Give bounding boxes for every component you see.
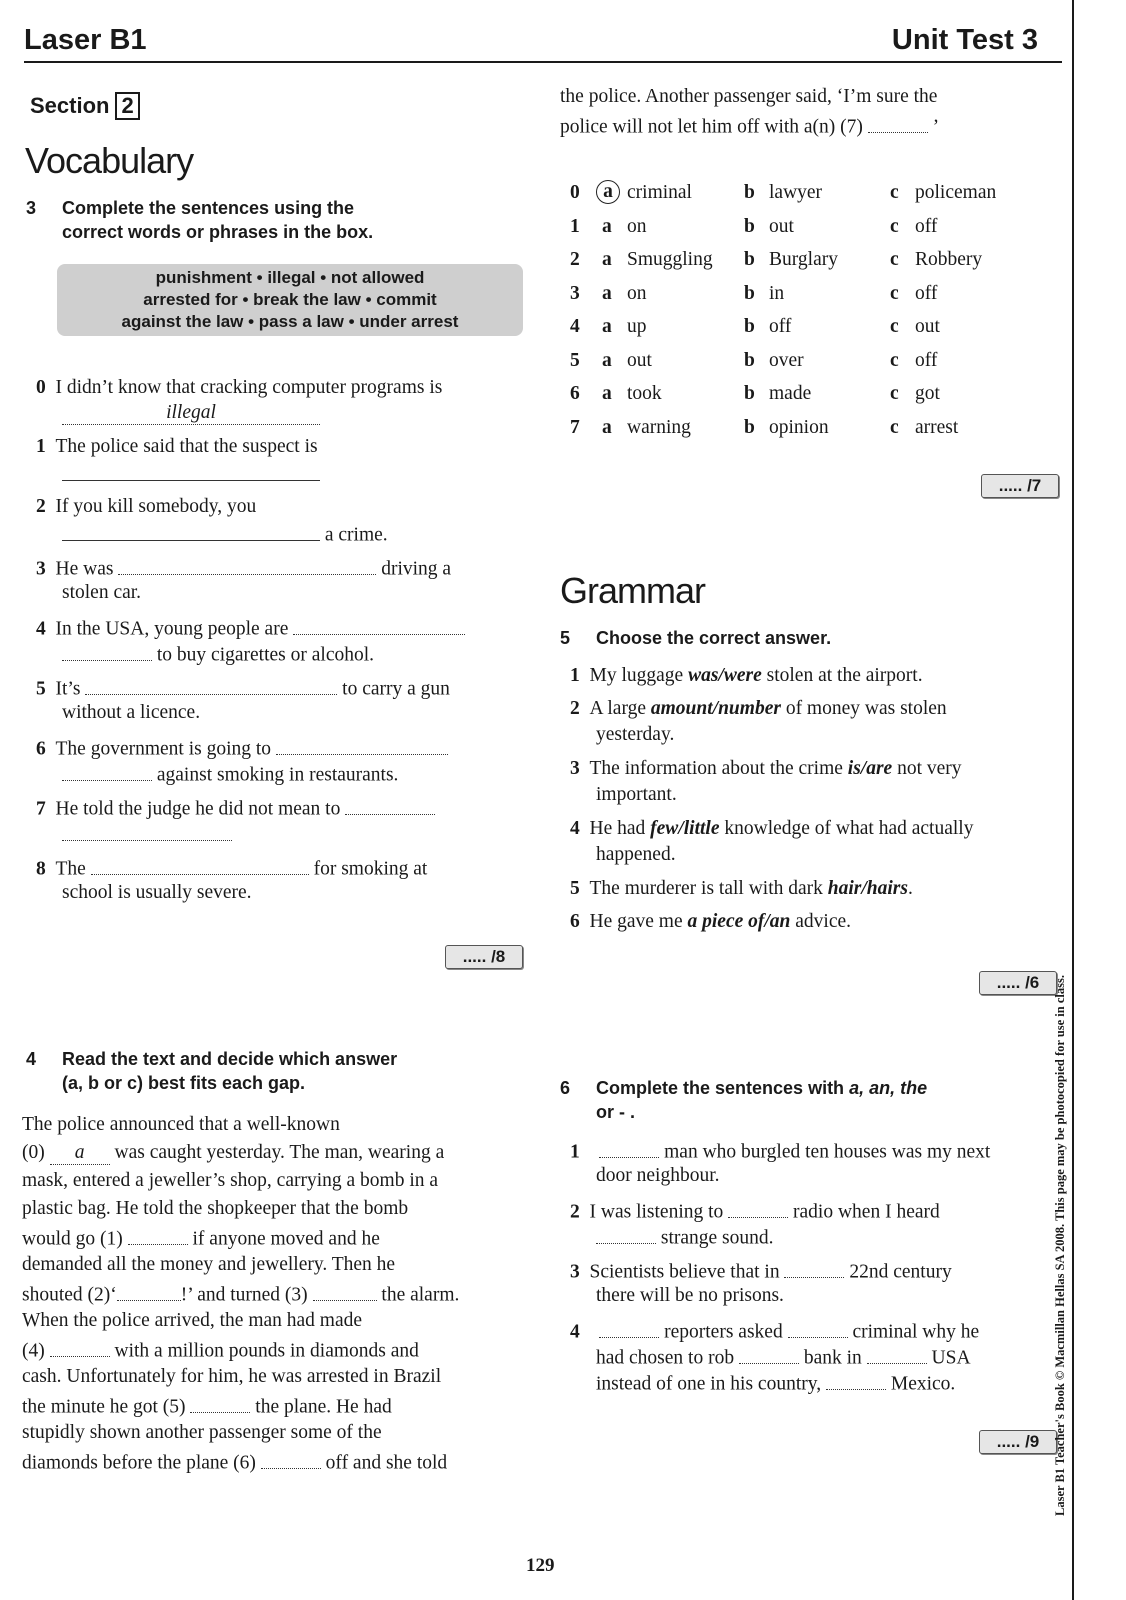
word-box-line: arrested for • break the law • commit [143, 290, 437, 309]
option-c[interactable]: off [915, 282, 938, 304]
option-a[interactable]: out [627, 349, 652, 371]
exercise-4-instruction [26, 1047, 526, 1097]
option-row [570, 314, 1050, 342]
item-number: 3 [570, 758, 580, 779]
item-number: 0 [36, 377, 46, 398]
option-b[interactable]: Burglary [769, 249, 838, 270]
ex3-item-4-line2 [62, 640, 374, 669]
option-c[interactable]: out [915, 316, 940, 337]
item-text: against smoking in restaurants. [156, 764, 399, 786]
passage-line [22, 1224, 380, 1253]
item-text: My luggage [589, 665, 684, 686]
passage-text: the alarm. [381, 1284, 460, 1306]
ex5-item-3-line2: important. [596, 784, 677, 805]
margin-rule [1072, 0, 1074, 1600]
ex5-item-2 [570, 696, 947, 722]
answer-blank[interactable] [826, 1369, 886, 1390]
option-letter-a[interactable]: a [602, 215, 612, 237]
ex3-item-5-line2 [62, 700, 200, 726]
option-row [570, 381, 1050, 409]
ex3-item-2 [36, 494, 256, 520]
option-b[interactable]: out [769, 215, 794, 237]
option-c[interactable]: off [915, 215, 938, 237]
option-number: 4 [570, 316, 580, 337]
option-letter-c[interactable]: c [890, 282, 899, 304]
ex3-item-3-line2 [62, 580, 141, 606]
ex6-item-2-line2 [596, 1223, 774, 1252]
passage-line [22, 1140, 444, 1166]
option-c[interactable]: got [915, 383, 940, 404]
item-text: to carry a gun [342, 678, 450, 700]
item-number: 6 [36, 738, 46, 760]
option-letter-c[interactable]: c [890, 349, 899, 371]
ex6-item-1-line2: door neighbour. [596, 1165, 720, 1186]
option-letter-b[interactable]: b [744, 249, 755, 270]
item-text: In the USA, young people are [55, 618, 289, 640]
instruction-text: Complete the sentences with [596, 1078, 845, 1098]
item-text: knowledge of what had actually [724, 818, 974, 839]
passage-text: the minute he got (5) [22, 1396, 186, 1418]
answer-blank[interactable]: illegal [62, 402, 320, 425]
option-row [570, 247, 1050, 275]
passage-line: the police. Another passenger said, ‘I’m sure the [560, 86, 938, 107]
passage-line [22, 1392, 392, 1421]
answer-blank[interactable] [85, 674, 337, 695]
instruction-italic: a, an, the [849, 1078, 928, 1098]
option-b[interactable]: off [769, 316, 792, 337]
option-a[interactable]: up [627, 316, 647, 337]
passage-line: When the police arrived, the man had made [22, 1310, 363, 1331]
choice-option[interactable]: was/were [688, 665, 762, 686]
answer-blank[interactable] [739, 1343, 799, 1364]
ex3-item-7-line2 [62, 820, 232, 849]
item-text: Scientists believe that in [589, 1261, 780, 1283]
instruction-line [596, 1076, 927, 1100]
item-text: driving a [381, 558, 452, 580]
unit-title: Unit Test 3 [891, 24, 1038, 56]
passage-line [22, 1336, 419, 1365]
ex3-item-1-answer-line [62, 460, 320, 489]
option-letter-c[interactable]: c [890, 316, 899, 337]
option-letter-b[interactable]: b [744, 416, 755, 438]
item-text: to buy cigarettes or alcohol. [156, 644, 375, 666]
option-number: 3 [570, 282, 580, 304]
option-letter-c[interactable]: c [890, 215, 899, 237]
option-c[interactable]: Robbery [915, 249, 983, 270]
ex5-item-4-line2: happened. [596, 844, 676, 865]
ex3-item-8-line2 [62, 880, 252, 906]
item-text: advice. [795, 911, 852, 932]
answer-blank[interactable] [62, 460, 320, 481]
exercise-number: 4 [26, 1049, 37, 1069]
instruction-line: (a, b or c) best fits each gap. [62, 1073, 306, 1093]
item-text: He told the judge he did not mean to [55, 798, 341, 820]
answer-blank[interactable] [596, 1223, 656, 1244]
option-b[interactable]: lawyer [769, 182, 823, 203]
item-text: without a licence. [62, 702, 201, 723]
item-text: of money was stolen [785, 698, 947, 719]
choice-option[interactable]: few/little [650, 818, 720, 839]
answer-blank[interactable] [867, 1343, 927, 1364]
option-letter-b[interactable]: b [744, 215, 755, 237]
ex5-item-6 [570, 909, 851, 935]
gap-blank[interactable] [50, 1336, 110, 1357]
item-number: 1 [570, 1141, 580, 1163]
answer-blank[interactable] [599, 1317, 659, 1338]
ex3-item-6-line2 [62, 760, 398, 789]
option-a[interactable]: on [627, 215, 647, 237]
item-text: The police said that the suspect is [55, 436, 318, 457]
ex3-item-1 [36, 434, 318, 460]
option-letter-c[interactable]: c [890, 249, 899, 270]
item-text: criminal why he [852, 1321, 980, 1343]
answer-blank[interactable] [788, 1317, 848, 1338]
ex5-score-box: ..... /6 [979, 971, 1057, 995]
section-number-box: 2 [115, 92, 139, 120]
passage-text: (4) [22, 1340, 45, 1362]
page-number: 129 [526, 1555, 555, 1576]
option-letter-a[interactable]: a [602, 349, 612, 371]
option-letter-a[interactable]: a [602, 416, 612, 438]
item-number: 4 [570, 818, 580, 839]
option-letter-b[interactable]: b [744, 383, 755, 404]
option-row [570, 415, 1050, 443]
option-letter-b[interactable]: b [744, 182, 755, 203]
item-text: 22nd century [849, 1261, 952, 1283]
gap-blank[interactable] [117, 1280, 181, 1301]
option-b[interactable]: over [769, 349, 804, 371]
passage-text: off and she told [325, 1452, 448, 1474]
item-text: strange sound. [660, 1227, 774, 1249]
item-number: 1 [36, 436, 46, 457]
answer-blank[interactable] [118, 554, 376, 575]
item-number: 4 [570, 1321, 580, 1343]
passage-line: cash. Unfortunately for him, he was arrested in Brazil [22, 1366, 442, 1387]
option-b[interactable]: in [769, 282, 785, 304]
ex5-item-3 [570, 756, 962, 782]
exercise-6-instruction [560, 1076, 1040, 1126]
answer-blank[interactable] [62, 820, 232, 841]
option-a[interactable]: took [627, 383, 662, 404]
ex3-item-6 [36, 734, 448, 763]
item-number: 8 [36, 858, 46, 880]
answer-blank[interactable] [293, 614, 465, 635]
item-number: 3 [36, 558, 46, 580]
ex3-item-3 [36, 554, 451, 583]
ex6-item-4-line3 [596, 1369, 955, 1398]
item-text: man who burgled ten houses was my next [664, 1141, 991, 1163]
ex4-score-box: ..... /7 [981, 474, 1059, 498]
answer-blank[interactable] [728, 1197, 788, 1218]
option-letter-c[interactable]: c [890, 416, 899, 438]
item-text: stolen car. [62, 582, 142, 603]
section-label [30, 92, 140, 120]
option-a[interactable]: on [627, 282, 647, 304]
option-a[interactable]: Smuggling [627, 249, 713, 270]
item-text: a crime. [324, 524, 388, 546]
gap-blank[interactable] [313, 1280, 377, 1301]
item-text: Mexico. [890, 1373, 956, 1395]
passage-text: was caught yesterday. The man, wearing a [114, 1142, 445, 1163]
ex6-item-2 [570, 1197, 940, 1226]
header-rule [24, 61, 1062, 63]
answer-blank[interactable] [276, 734, 448, 755]
ex5-item-4 [570, 816, 973, 842]
book-title: Laser B1 [24, 24, 147, 56]
ex5-item-1 [570, 663, 923, 689]
exercise-number: 6 [560, 1078, 571, 1098]
option-row [570, 214, 1050, 242]
exercise-number: 3 [26, 198, 37, 218]
answer-blank[interactable] [345, 794, 435, 815]
answer-blank[interactable] [62, 520, 320, 541]
passage-line: demanded all the money and jewellery. Then he [22, 1254, 396, 1275]
option-letter-b[interactable]: b [744, 349, 755, 371]
ex5-item-5 [570, 876, 913, 902]
item-number: 7 [36, 798, 46, 820]
item-text: He was [55, 558, 114, 580]
item-text: I didn’t know that cracking computer programs is [55, 377, 443, 398]
exercise-5-instruction [560, 626, 1040, 652]
item-number: 5 [570, 878, 580, 899]
instruction-line: correct words or phrases in the box. [62, 222, 374, 242]
answer-blank[interactable] [62, 640, 152, 661]
passage-text: shouted (2)‘ [22, 1284, 117, 1306]
option-letter-b[interactable]: b [744, 282, 755, 304]
item-number: 4 [36, 618, 46, 640]
passage-text: with a million pounds in diamonds and [114, 1340, 419, 1362]
choice-option[interactable]: amount/number [650, 698, 781, 719]
option-letter-a[interactable]: a [602, 282, 612, 304]
passage-line [22, 1448, 447, 1477]
item-text: He had [589, 818, 646, 839]
ex3-item-7 [36, 794, 435, 823]
gap-blank[interactable] [190, 1392, 250, 1413]
option-c[interactable]: policeman [915, 182, 997, 203]
option-row [570, 348, 1050, 376]
option-c[interactable]: arrest [915, 416, 959, 438]
option-letter-a[interactable]: a [602, 383, 612, 404]
item-number: 3 [570, 1261, 580, 1283]
gap-blank[interactable] [261, 1448, 321, 1469]
item-text: A large [589, 698, 647, 719]
passage-line: police will not let him off with a(n) (7) ’ [560, 112, 939, 141]
ex6-item-4-line2 [596, 1343, 971, 1372]
instruction-line: Choose the correct answer. [596, 628, 832, 648]
item-text: I was listening to [589, 1201, 724, 1223]
passage-text: diamonds before the plane (6) [22, 1452, 256, 1474]
item-number: 2 [570, 698, 580, 719]
answer-blank[interactable] [599, 1137, 659, 1158]
option-letter-c[interactable]: c [890, 383, 899, 404]
passage-line: stupidly shown another passenger some of the [22, 1422, 382, 1443]
word-box-line: punishment • illegal • not allowed [155, 268, 425, 287]
ex5-item-2-line2: yesterday. [596, 724, 675, 745]
vocabulary-heading: Vocabulary [25, 140, 194, 181]
gap-0-answer[interactable]: a [50, 1142, 110, 1165]
ex3-item-2-line2 [62, 520, 388, 549]
option-a[interactable]: criminal [627, 182, 692, 203]
item-text: not very [897, 758, 962, 779]
answer-blank[interactable] [91, 854, 309, 875]
passage-line [22, 1280, 459, 1309]
item-text: stolen at the airport. [766, 665, 923, 686]
word-box [57, 264, 523, 336]
ex3-item-0-answer-line [62, 400, 320, 426]
ex6-item-1 [570, 1137, 990, 1166]
option-number: 6 [570, 383, 580, 404]
passage-line: mask, entered a jeweller’s shop, carrying a bomb in a [22, 1170, 439, 1191]
options-table [570, 180, 1050, 450]
ex6-item-3 [570, 1257, 952, 1286]
section-label-text: Section [30, 93, 110, 118]
choice-option[interactable]: is/are [847, 758, 893, 779]
option-row [570, 281, 1050, 309]
option-b[interactable]: made [769, 383, 812, 404]
passage-line: plastic bag. He told the shopkeeper that the bomb [22, 1198, 409, 1219]
item-text: He gave me [589, 911, 683, 932]
gap-blank[interactable] [868, 112, 928, 133]
item-text: The [55, 858, 86, 880]
item-text: . [907, 878, 913, 899]
ex3-item-0 [36, 375, 442, 401]
item-text: school is usually severe. [62, 882, 252, 903]
grammar-heading: Grammar [560, 570, 705, 611]
item-text: reporters asked [664, 1321, 783, 1343]
passage-text: the plane. He had [255, 1396, 392, 1418]
item-text: instead of one in his country, [596, 1373, 822, 1395]
item-text: had chosen to rob [596, 1347, 735, 1369]
item-text: radio when I heard [793, 1201, 940, 1223]
item-text: for smoking at [313, 858, 428, 880]
option-letter-a[interactable]: a [596, 180, 620, 204]
copyright-notice: Laser B1 Teacher's Book © Macmillan Hellas SA 2008. This page may be photocopied for use in class. [1053, 975, 1067, 1516]
option-b[interactable]: opinion [769, 416, 829, 438]
ex6-score-box: ..... /9 [979, 1430, 1057, 1454]
option-number: 1 [570, 215, 580, 237]
item-text: The murderer is tall with dark [589, 878, 823, 899]
item-number: 5 [36, 678, 46, 700]
item-text: The information about the crime [589, 758, 843, 779]
word-box-line: against the law • pass a law • under arrest [121, 312, 459, 331]
option-row [570, 180, 1050, 208]
choice-option[interactable]: a piece of/an [687, 911, 791, 932]
option-letter-a[interactable]: a [602, 316, 612, 337]
passage-text: would go (1) [22, 1228, 123, 1250]
option-letter-a[interactable]: a [602, 249, 612, 270]
instruction-line: or - . [596, 1102, 635, 1122]
option-number: 5 [570, 349, 580, 371]
ex6-item-3-line2: there will be no prisons. [596, 1285, 784, 1306]
ex3-item-5 [36, 674, 450, 703]
exercise-number: 5 [560, 628, 571, 648]
option-letter-b[interactable]: b [744, 316, 755, 337]
item-number: 6 [570, 911, 580, 932]
item-text: USA [931, 1347, 971, 1369]
option-number: 2 [570, 249, 580, 270]
ex3-score-box: ..... /8 [445, 945, 523, 969]
passage-text: !’ and turned (3) [180, 1284, 308, 1306]
option-c[interactable]: off [915, 349, 938, 371]
option-letter-c[interactable]: c [890, 182, 899, 203]
item-number: 1 [570, 665, 580, 686]
ex6-item-4 [570, 1317, 979, 1346]
choice-option[interactable]: hair/hairs [827, 878, 908, 899]
option-number: 0 [570, 182, 580, 203]
ex3-item-8 [36, 854, 427, 883]
item-text: The government is going to [55, 738, 272, 760]
passage-text: police will not let him off with a(n) (7) [560, 116, 863, 138]
item-text: It’s [55, 678, 81, 700]
passage-text: if anyone moved and he [192, 1228, 380, 1250]
item-number: 2 [36, 496, 46, 517]
instruction-line: Read the text and decide which answer [62, 1049, 398, 1069]
passage-text: (0) [22, 1142, 45, 1163]
answer-blank[interactable] [784, 1257, 844, 1278]
item-text: bank in [803, 1347, 862, 1369]
ex3-item-4 [36, 614, 465, 643]
gap-blank[interactable] [128, 1224, 188, 1245]
item-text: If you kill somebody, you [55, 496, 257, 517]
instruction-line: Complete the sentences using the [62, 198, 355, 218]
answer-blank[interactable] [62, 760, 152, 781]
option-number: 7 [570, 416, 580, 438]
exercise-3-instruction [26, 196, 506, 246]
item-number: 2 [570, 1201, 580, 1223]
option-a[interactable]: warning [627, 416, 691, 438]
passage-line: The police announced that a well-known [22, 1114, 340, 1135]
